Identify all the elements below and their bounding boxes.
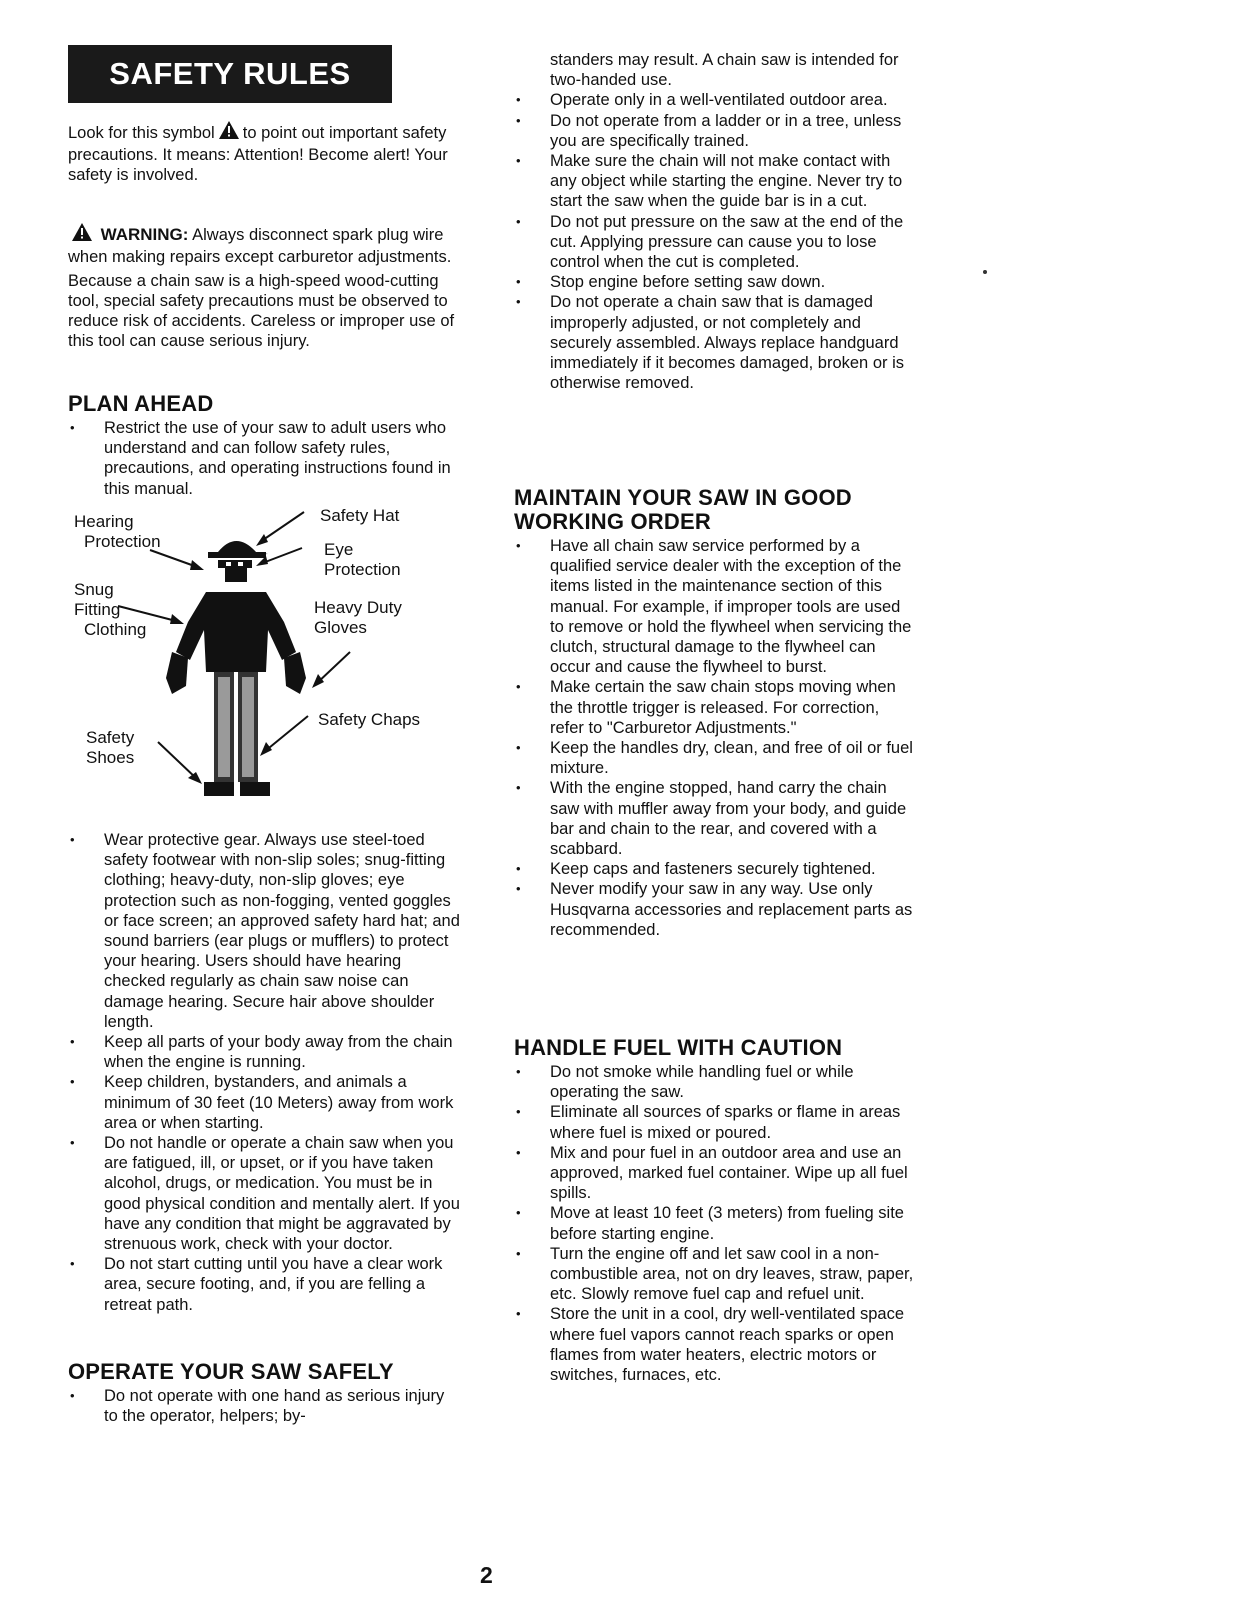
list-item: • Keep the handles dry, clean, and free of oil or fuel mixture. (514, 738, 916, 778)
protective-gear-list (68, 830, 460, 1315)
list-item-continuation: standers may result. A chain saw is intended for two-handed use. (550, 51, 899, 90)
list-item: • Keep children, bystanders, and animals a minimum of 30 feet (10 Meters) away from work area or when starting. (68, 1072, 460, 1133)
fuel-heading: HANDLE FUEL WITH CAUTION (514, 1035, 843, 1060)
list-item: • Keep caps and fasteners securely tightened. (514, 859, 916, 879)
list-item: • Restrict the use of your saw to adult users who understand and can follow safety rules, precautions, and operating instructions found in this manual. (68, 418, 460, 499)
list-item: • Eliminate all sources of sparks or flame in areas where fuel is mixed or poured. (514, 1102, 916, 1142)
list-item: • Do not operate from a ladder or in a tree, unless you are specifically trained. (514, 111, 916, 151)
list-item: • Never modify your saw in any way. Use only Husqvarna accessories and replacement parts as recommended. (514, 879, 916, 940)
warning-body: Because a chain saw is a high-speed wood-cutting tool, special safety precautions must be observed to reduce risk of accidents. Careless or improper use of this tool can cause serious injury. (68, 272, 455, 350)
operate-heading: OPERATE YOUR SAW SAFELY (68, 1359, 394, 1384)
warning-triangle-icon (218, 120, 240, 145)
label-eye-protection: Eye Protection (324, 540, 401, 579)
label-safety-chaps: Safety Chaps (318, 710, 421, 729)
operate-continued (514, 50, 916, 393)
warning-block (68, 222, 460, 351)
list-item: • Do not operate a chain saw that is damaged improperly adjusted, or not completely and securely assembled. Always replace handguard immediately if it becomes damaged, broken or is otherwise removed. (514, 292, 916, 393)
list-item: • Operate only in a well-ventilated outdoor area. (514, 90, 916, 110)
stray-mark (983, 270, 987, 274)
protective-gear-figure (68, 502, 460, 824)
list-item: • With the engine stopped, hand carry the chain saw with muffler away from your body, and guide bar and chain to the rear, and covered with a scabbard. (514, 778, 916, 859)
list-item: • Make sure the chain will not make contact with any object while starting the engine. Never try to start the saw when the guide bar is in a cut. (514, 151, 916, 212)
plan-ahead-heading: PLAN AHEAD (68, 391, 214, 416)
warning-text: Always disconnect spark plug wire when making repairs except carburetor adjustments. (68, 226, 452, 266)
list-item: • Store the unit in a cool, dry well-ventilated space where fuel vapors cannot reach sparks or open flames from water heaters, electric motors or switches, furnaces, etc. (514, 1304, 916, 1385)
warning-label: WARNING: (100, 225, 189, 244)
list-item: • Do not start cutting until you have a clear work area, secure footing, and, if you are felling a retreat path. (68, 1254, 460, 1315)
page-title-banner (68, 45, 392, 103)
fuel-section (514, 1036, 916, 1385)
list-item: • Mix and pour fuel in an outdoor area and use an approved, marked fuel container. Wipe up all fuel spills. (514, 1143, 916, 1204)
list-item: • Keep all parts of your body away from the chain when the engine is running. (68, 1032, 460, 1072)
plan-ahead-section (68, 392, 460, 499)
warning-triangle-icon (71, 222, 93, 247)
label-safety-hat: Safety Hat (320, 506, 400, 525)
label-snug-fitting-clothing: Snug Fitting Clothing (74, 580, 147, 639)
intro-text (68, 120, 460, 185)
list-item: • Wear protective gear. Always use steel-toed safety footwear with non-slip soles; snug-fitting clothing; heavy-duty, non-slip gloves; eye protection such as non-fogging, vented goggles or face screen; an approved safety hard hat; and sound barriers (ear plugs or mufflers) to protect your hearing. Users should have hearing checked regularly as chain saw noise can damage hearing. Secure hair above shoulder length. (68, 830, 460, 1032)
maintain-heading-line-1: MAINTAIN YOUR SAW IN GOOD (514, 485, 852, 510)
label-heavy-duty-gloves: Heavy Duty Gloves (314, 598, 402, 637)
list-item: • Turn the engine off and let saw cool in a non-combustible area, not on dry leaves, straw, paper, etc. Slowly remove fuel cap and refuel unit. (514, 1244, 916, 1305)
maintain-heading-line-2: WORKING ORDER (514, 509, 711, 534)
intro-before-symbol: Look for this symbol (68, 124, 215, 142)
list-item: • Do not smoke while handling fuel or while operating the saw. (514, 1062, 916, 1102)
list-item: • Move at least 10 feet (3 meters) from fueling site before starting engine. (514, 1203, 916, 1243)
list-item: • Do not put pressure on the saw at the end of the cut. Applying pressure can cause you to lose control when the cut is completed. (514, 212, 916, 273)
label-safety-shoes: Safety Shoes (86, 728, 135, 767)
page-number: 2 (480, 1562, 493, 1588)
list-item: • Stop engine before setting saw down. (514, 272, 916, 292)
list-item: • Make certain the saw chain stops moving when the throttle trigger is released. For correction, refer to "Carburetor Adjustments." (514, 677, 916, 738)
page-title: SAFETY RULES (109, 56, 351, 91)
maintain-section (514, 486, 916, 940)
list-item: • Do not operate with one hand as serious injury to the operator, helpers; by- (68, 1386, 460, 1426)
operate-safely-section (68, 1360, 460, 1426)
list-item: • Have all chain saw service performed by a qualified service dealer with the exception of the items listed in the maintenance section of this manual. For example, if improper tools are used to remove or hold the flywheel when servicing the clutch, structural damage to the flywheel can occur and cause the flywheel to burst. (514, 536, 916, 677)
intro-after-symbol: to point out important safety precautions. It means: Attention! Become alert! Your safety is involved. (68, 124, 448, 184)
label-hearing-protection: Hearing Protection (74, 512, 161, 551)
list-item: • Do not handle or operate a chain saw when you are fatigued, ill, or upset, or if you have taken alcohol, drugs, or medication. You must be in good physical condition and mentally alert. If you have any condition that might be aggravated by strenuous work, check with your doctor. (68, 1133, 460, 1254)
